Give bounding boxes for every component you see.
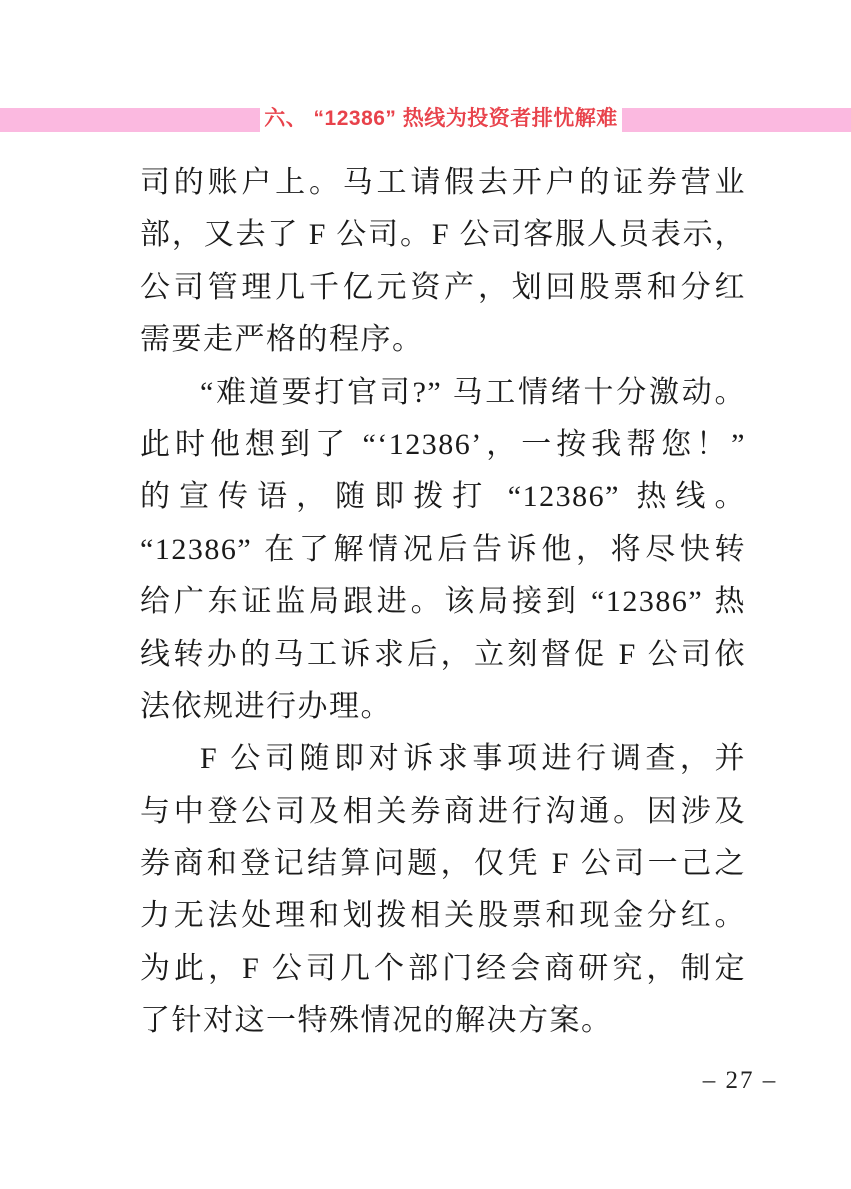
page-number-label: – 27 – [702,1067,778,1094]
text-line: 公司管理几千亿元资产，划回股票和分红 [140,270,746,304]
text-line: F 公司随即对诉求事项进行调查，并 [200,742,746,776]
text-line: 部，又去了 F 公司。F 公司客服人员表示， [140,218,746,252]
text-line: 与中登公司及相关券商进行沟通。因涉及 [140,794,746,828]
text-line: 为此，F 公司几个部门经会商研究，制定 [140,951,746,985]
chapter-title: 六、 “12386” 热线为投资者排忧解难 [264,107,618,130]
text-line: 司的账户上。马工请假去开户的证券营业 [140,166,746,199]
body-text [140,157,746,1048]
text-line: 需要走严格的程序。 [140,323,424,357]
text-line: 的宣传语，随即拨打 “12386” 热线。 [140,480,746,514]
text-line: “难道要打官司?” 马工情绪十分激动。 [200,375,746,409]
text-line: 线转办的马工诉求后，立刻督促 F 公司依 [140,637,746,671]
text-line: 力无法处理和划拨相关股票和现金分红。 [140,899,746,933]
text-line: 给广东证监局跟进。该局接到 “12386” 热 [140,585,746,619]
header-right-bar [622,108,851,132]
text-line: 法依规进行办理。 [140,689,392,723]
header-left-bar [0,108,260,132]
page-number [695,1063,785,1099]
text-line: “12386” 在了解情况后告诉他，将尽快转 [140,532,746,566]
text-line: 此时他想到了 “‘12386’，一按我帮您！” [140,427,746,461]
text-line: 券商和登记结算问题，仅凭 F 公司一己之 [140,847,746,881]
text-line: 了针对这一特殊情况的解决方案。 [140,1004,613,1038]
